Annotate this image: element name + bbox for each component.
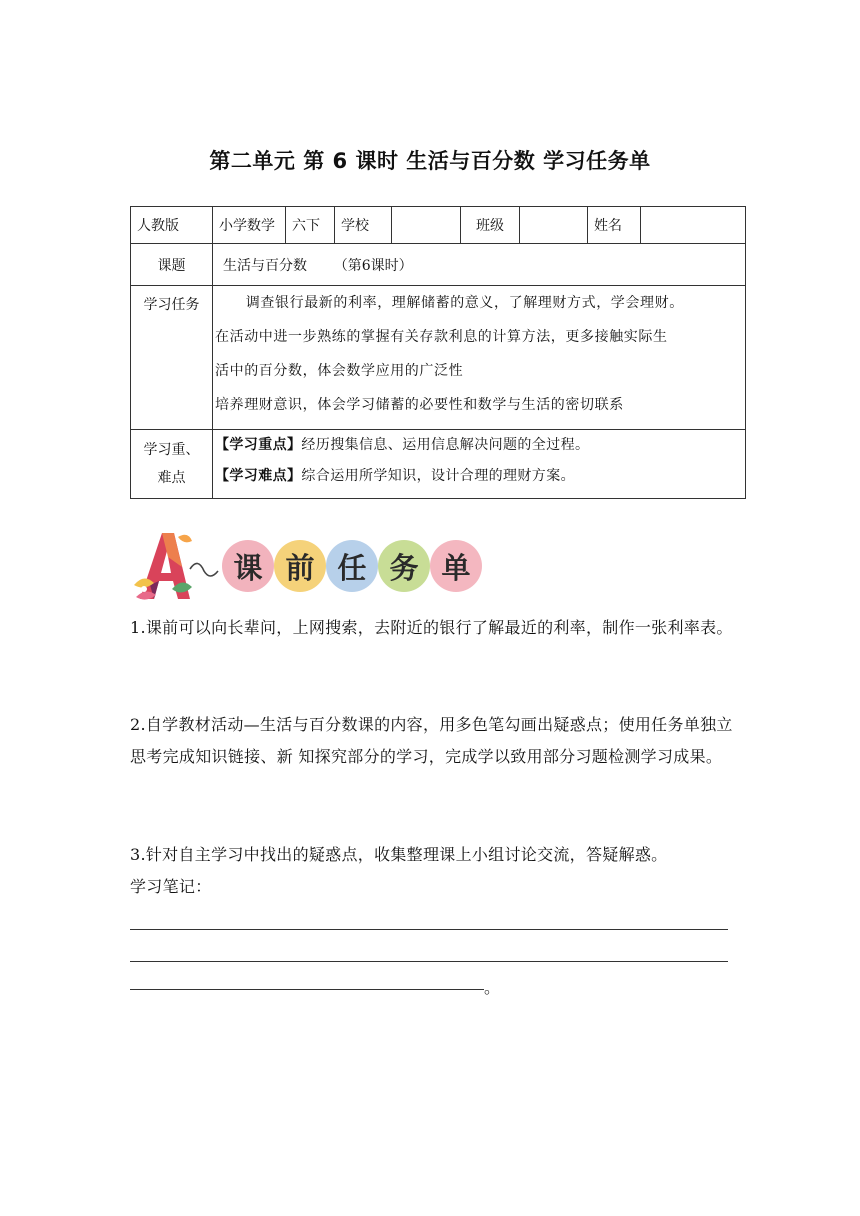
item-3: 3.针对自主学习中找出的疑惑点，收集整理课上小组讨论交流，答疑解惑。 <box>130 845 668 864</box>
task-line: 活中的百分数，体会数学应用的广泛性 <box>215 363 464 379</box>
note-line[interactable] <box>130 961 728 962</box>
banner-char: 任 <box>326 540 378 592</box>
note-line[interactable] <box>130 989 484 990</box>
task-content <box>213 286 746 430</box>
info-table <box>130 206 746 499</box>
class-label: 班级 <box>461 207 520 244</box>
key-point-text: 经历搜集信息、运用信息解决问题的全过程。 <box>301 437 590 453</box>
school-field[interactable] <box>392 207 461 244</box>
task-line: 调查银行最新的利率，理解储蓄的意义，了解理财方式，学会理财。 <box>245 295 684 311</box>
item-1: 1.课前可以向长辈问，上网搜索，去附近的银行了解最近的利率，制作一张利率表。 <box>130 618 733 637</box>
banner-char: 课 <box>222 540 274 592</box>
item-2: 2.自学教材活动—生活与百分数课的内容，用多色笔勾画出疑惑点；使用任务单独立思考完成知识链接、新 知探究部分的学习，完成学以致用部分习题检测学习成果。 <box>130 715 733 766</box>
notes-end-mark: 。 <box>484 978 501 997</box>
edition-cell: 人教版 <box>131 207 213 244</box>
note-line[interactable] <box>130 929 728 930</box>
difficulty-tag: 【学习难点】 <box>215 468 302 484</box>
class-field[interactable] <box>520 207 588 244</box>
topic-label: 课题 <box>131 244 213 286</box>
school-label: 学校 <box>335 207 392 244</box>
connector-line <box>190 563 218 576</box>
key-point-tag: 【学习重点】 <box>215 437 302 453</box>
task-label: 学习任务 <box>131 286 213 430</box>
grade-cell: 六下 <box>286 207 335 244</box>
task-line: 培养理财意识，体会学习储蓄的必要性和数学与生活的密切联系 <box>215 397 624 413</box>
subject-cell: 小学数学 <box>213 207 286 244</box>
key-label-line: 学习重、 <box>143 442 200 458</box>
banner-char: 务 <box>378 540 430 592</box>
topic-value: 生活与百分数 （第6课时） <box>213 244 746 286</box>
key-content <box>213 430 746 499</box>
key-label-line: 难点 <box>157 470 186 486</box>
name-label: 姓名 <box>588 207 641 244</box>
floral-letter-a-icon <box>134 533 192 600</box>
page-title: 第二单元 第 6 课时 生活与百分数 学习任务单 <box>209 149 651 173</box>
difficulty-text: 综合运用所学知识，设计合理的理财方案。 <box>301 468 576 484</box>
banner-char: 前 <box>274 540 326 592</box>
banner-char: 单 <box>430 540 482 592</box>
name-field[interactable] <box>641 207 746 244</box>
notes-label: 学习笔记： <box>130 877 212 896</box>
key-label <box>131 430 213 499</box>
task-line: 在活动中进一步熟练的掌握有关存款利息的计算方法，更多接触实际生 <box>215 329 668 345</box>
